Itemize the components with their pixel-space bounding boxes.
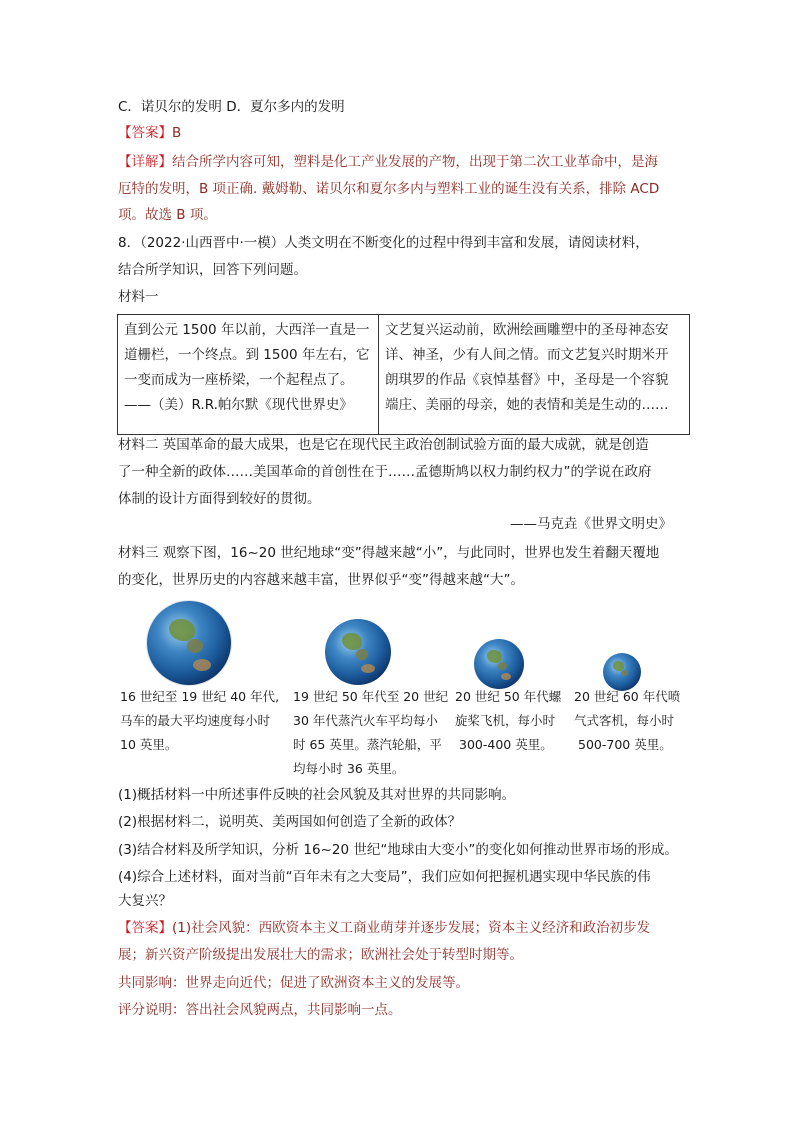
q8-answer-line4: 评分说明：答出社会风貌两点，共同影响一点。 — [118, 1002, 402, 1018]
q7-detail-line3: 项。故选 B 项。 — [118, 207, 217, 223]
material1-right-line: 文艺复兴运动前，欧洲绘画雕塑中的圣母神态安 — [385, 322, 669, 338]
material1-left-cell — [118, 315, 379, 435]
answer-tag: 【答案】 — [118, 125, 172, 141]
globe-caption-3 — [455, 685, 561, 757]
detail-tag: 【详解】 — [118, 154, 172, 170]
question8-stem-line1: 8．（2022·山西晋中·一模）人类文明在不断变化的过程中得到丰富和发展，请阅读材料， — [118, 235, 649, 251]
globe-caption-1 — [120, 685, 279, 757]
material1-left-line: 道栅栏，一个终点。到 1500 年左右，它 — [124, 347, 370, 363]
caption-line: 10 英里。 — [120, 737, 178, 752]
material1-label: 材料一 — [118, 289, 159, 305]
sub-question-2: (2)根据材料二，说明英、美两国如何创造了全新的政体？ — [118, 814, 462, 830]
caption-line: 500-700 英里。 — [578, 737, 672, 752]
material1-left-source: ——（美）R.R.帕尔默《现代世界史》 — [124, 397, 353, 413]
material1-right-line: 朗琪罗的作品《哀悼基督》中，圣母是一个容貌 — [385, 372, 669, 388]
q8-answer-line3: 共同影响：世界走向近代；促进了欧洲资本主义的发展等。 — [118, 975, 469, 991]
material1-left-line: 直到公元 1500 年以前，大西洋一直是一 — [124, 322, 370, 338]
answer-tag: 【答案】 — [118, 920, 172, 936]
caption-line: 16 世纪至 19 世纪 40 年代, — [120, 689, 280, 704]
material1-table — [117, 314, 690, 435]
material2-line3: 体制的设计方面得到较好的贯彻。 — [118, 491, 321, 507]
earth-globe-image — [325, 619, 391, 685]
sub-question-3: (3)结合材料及所学知识，分析 16~20 世纪“地球由大变小”的变化如何推动世界市场的形成。 — [118, 842, 678, 858]
q7-detail-line1 — [118, 152, 658, 172]
sub-question-4-cont: 大复兴？ — [118, 893, 172, 909]
detail-text-1: 结合所学内容可知，塑料是化工产业发展的产物，出现于第二次工业革命中，是海 — [172, 154, 658, 170]
material1-right-cell — [379, 315, 690, 435]
q8-answer-line2: 展；新兴资产阶级提出发展壮大的需求；欧洲社会处于转型时期等。 — [118, 947, 523, 963]
q7-detail-line2: 厄特的发明，B 项正确. 戴姆勒、诺贝尔和夏尔多内与塑料工业的诞生没有关系，排除 ACD — [118, 181, 660, 197]
answer-text-1: (1)社会风貌：西欧资本主义工商业萌芽并逐步发展；资本主义经济和政治初步发 — [172, 920, 651, 936]
caption-line: 气式客机，每小时 — [574, 713, 675, 728]
caption-line: 30 年代蒸汽火车平均每小 — [293, 713, 438, 728]
caption-line: 马车的最大平均速度每小时 — [120, 713, 271, 728]
question7-options-cd: C．诺贝尔的发明 D．夏尔多内的发明 — [118, 99, 345, 115]
material3-line2: 的变化，世界历史的内容越来越丰富，世界似乎“变”得越来越“大”。 — [118, 572, 524, 588]
caption-line: 均每小时 36 英里。 — [293, 761, 405, 776]
material3-line1: 材料三 观察下图，16~20 世纪地球“变”得越来越“小”，与此同时，世界也发生着翻天覆地 — [118, 545, 660, 561]
material1-left-line: 一变而成为一座桥梁，一个起程点了。 — [124, 372, 354, 388]
caption-line: 时 65 英里。蒸汽轮船，平 — [293, 737, 442, 752]
material1-right-line: 详、神圣，少有人间之情。而文艺复兴时期米开 — [385, 347, 669, 363]
caption-line: 20 世纪 60 年代喷 — [574, 689, 681, 704]
material2-source: ——马克垚《世界文明史》 — [510, 516, 672, 532]
material1-right-line: 端庄、美丽的母亲，她的表情和美是生动的…… — [385, 397, 669, 413]
sub-question-1: (1)概括材料一中所述事件反映的社会风貌及其对世界的共同影响。 — [118, 787, 516, 803]
earth-globe-image — [147, 601, 231, 685]
globe-caption-2 — [293, 685, 448, 781]
globe-caption-4 — [574, 685, 680, 757]
material2-line1: 材料二 英国革命的最大成果，也是它在现代民主政治创制试验方面的最大成就，就是创造 — [118, 437, 649, 453]
caption-line: 20 世纪 50 年代螺 — [455, 689, 562, 704]
earth-globe-image — [474, 639, 524, 689]
caption-line: 旋桨飞机，每小时 — [455, 713, 556, 728]
material2-line2: 了一种全新的政体……美国革命的首创性在于……孟德斯鸠以权力制约权力”的学说在政府 — [118, 464, 652, 480]
caption-line: 19 世纪 50 年代至 20 世纪 — [293, 689, 449, 704]
caption-line: 300-400 英里。 — [459, 737, 553, 752]
answer-value: B — [172, 125, 182, 141]
question8-stem-line2: 结合所学知识，回答下列问题。 — [118, 262, 307, 278]
sub-question-4: (4)综合上述材料，面对当前“百年未有之大变局”，我们应如何把握机遇实现中华民族的伟 — [118, 869, 651, 885]
q8-answer-line1 — [118, 918, 650, 938]
q7-answer — [118, 123, 181, 143]
